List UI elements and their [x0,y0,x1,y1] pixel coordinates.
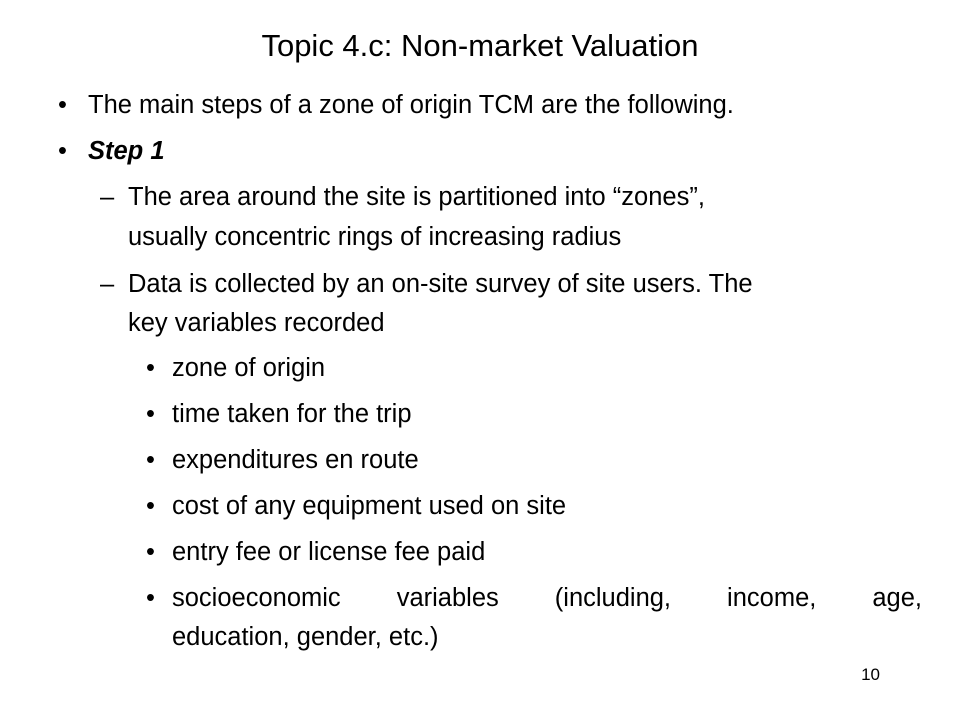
bullet-marker: • [146,492,155,520]
dash-marker: – [100,270,115,298]
bullet-marker: • [146,400,155,428]
sub-item-1-line-1: The area around the site is partitioned into “zones”, [128,183,705,211]
slide-title: Topic 4.c: Non-market Valuation [261,28,699,63]
variable-item: entry fee or license fee paid [172,538,486,566]
variable-item: time taken for the trip [172,400,412,428]
variable-item-last-line-1: socioeconomic variables (including, income, age, [172,584,922,612]
bullet-marker: • [146,446,155,474]
variable-item: expenditures en route [172,446,419,474]
dash-marker: – [100,183,115,211]
bullet-marker: • [146,584,155,612]
variable-item: zone of origin [172,354,326,382]
sub-item-2-line-1: Data is collected by an on-site survey of site users. The [128,270,753,298]
variable-item-last-line-2: education, gender, etc.) [172,623,439,651]
page-number: 10 [861,665,880,684]
bullet-marker: • [146,354,155,382]
bullet-marker: • [58,137,67,165]
sub-item-2-line-2: key variables recorded [128,309,385,337]
sub-item-1-line-2: usually concentric rings of increasing radius [128,223,622,251]
intro-text: The main steps of a zone of origin TCM are the following. [88,91,734,119]
bullet-marker: • [146,538,155,566]
step-label: Step 1 [88,137,165,165]
bullet-marker: • [58,91,67,119]
variable-item: cost of any equipment used on site [172,492,567,520]
